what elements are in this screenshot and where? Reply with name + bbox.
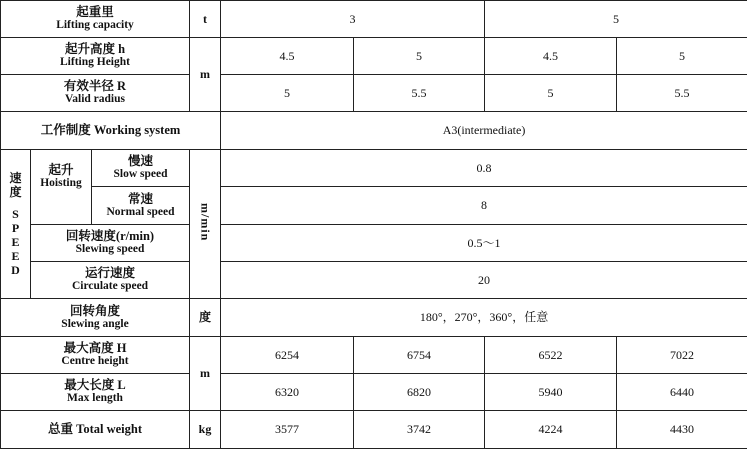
capacity-value-3: 3 — [221, 1, 485, 38]
cell-value: 6440 — [617, 374, 747, 411]
unit-m-bottom: m — [190, 337, 221, 411]
cell-value: 3742 — [354, 411, 485, 449]
cell-value: 5.5 — [354, 75, 485, 112]
unit-t: t — [190, 1, 221, 38]
cell-value: 5 — [354, 38, 485, 75]
label-working-system: 工作制度 Working system — [1, 112, 221, 150]
cell-value: 6320 — [221, 374, 354, 411]
label-normal-speed: 常速 Normal speed — [92, 187, 190, 225]
unit-kg: kg — [190, 411, 221, 449]
label-slewing-angle: 回转角度 Slewing angle — [1, 299, 190, 337]
row-slewing-speed — [1, 225, 747, 262]
cell-value: 5 — [617, 38, 747, 75]
row-total-weight — [1, 411, 747, 449]
cell-value: 6820 — [354, 374, 485, 411]
row-max-length — [1, 374, 747, 411]
cell-value: 5 — [485, 75, 617, 112]
circulate-speed-value: 20 — [221, 262, 747, 299]
label-centre-height: 最大高度 H Centre height — [1, 337, 190, 374]
slewing-speed-value: 0.5～1 — [221, 225, 747, 262]
cell-value: 4.5 — [485, 38, 617, 75]
cell-value: 6254 — [221, 337, 354, 374]
cell-value: 5.5 — [617, 75, 747, 112]
row-circulate-speed — [1, 262, 747, 299]
normal-speed-value: 8 — [221, 187, 747, 225]
cell-value: 7022 — [617, 337, 747, 374]
unit-m-top: m — [190, 38, 221, 112]
row-working-system — [1, 112, 747, 150]
label-lifting-capacity: 起重里 Lifting capacity — [1, 1, 190, 38]
label-slow-speed: 慢速 Slow speed — [92, 150, 190, 187]
label-total-weight: 总重 Total weight — [1, 411, 190, 449]
cell-value: 4224 — [485, 411, 617, 449]
row-slow-speed — [1, 150, 747, 187]
row-slewing-angle — [1, 299, 747, 337]
row-normal-speed — [1, 187, 747, 225]
cell-value: 6754 — [354, 337, 485, 374]
label-max-length: 最大长度 L Max length — [1, 374, 190, 411]
label-slewing-speed: 回转速度(r/min) Slewing speed — [31, 225, 190, 262]
slewing-angle-value: 180°，270°，360°，任意 — [221, 299, 747, 337]
row-valid-radius — [1, 75, 747, 112]
row-centre-height — [1, 337, 747, 374]
cell-value: 4.5 — [221, 38, 354, 75]
unit-m-min: m/min — [190, 150, 221, 299]
label-hoisting: 起升 Hoisting — [31, 150, 92, 225]
unit-degree: 度 — [190, 299, 221, 337]
cell-value: 4430 — [617, 411, 747, 449]
label-lifting-height: 起升高度 h Lifting Height — [1, 38, 190, 75]
label-circulate-speed: 运行速度 Circulate speed — [31, 262, 190, 299]
capacity-value-5: 5 — [485, 1, 747, 38]
label-speed-group: 速 度 S P E E D — [1, 150, 31, 299]
cell-value: 3577 — [221, 411, 354, 449]
row-lifting-capacity — [1, 1, 747, 38]
row-lifting-height — [1, 38, 747, 75]
label-valid-radius: 有效半径 R Valid radius — [1, 75, 190, 112]
cell-value: 6522 — [485, 337, 617, 374]
working-system-value: A3(intermediate) — [221, 112, 747, 150]
cell-value: 5940 — [485, 374, 617, 411]
slow-speed-value: 0.8 — [221, 150, 747, 187]
cell-value: 5 — [221, 75, 354, 112]
